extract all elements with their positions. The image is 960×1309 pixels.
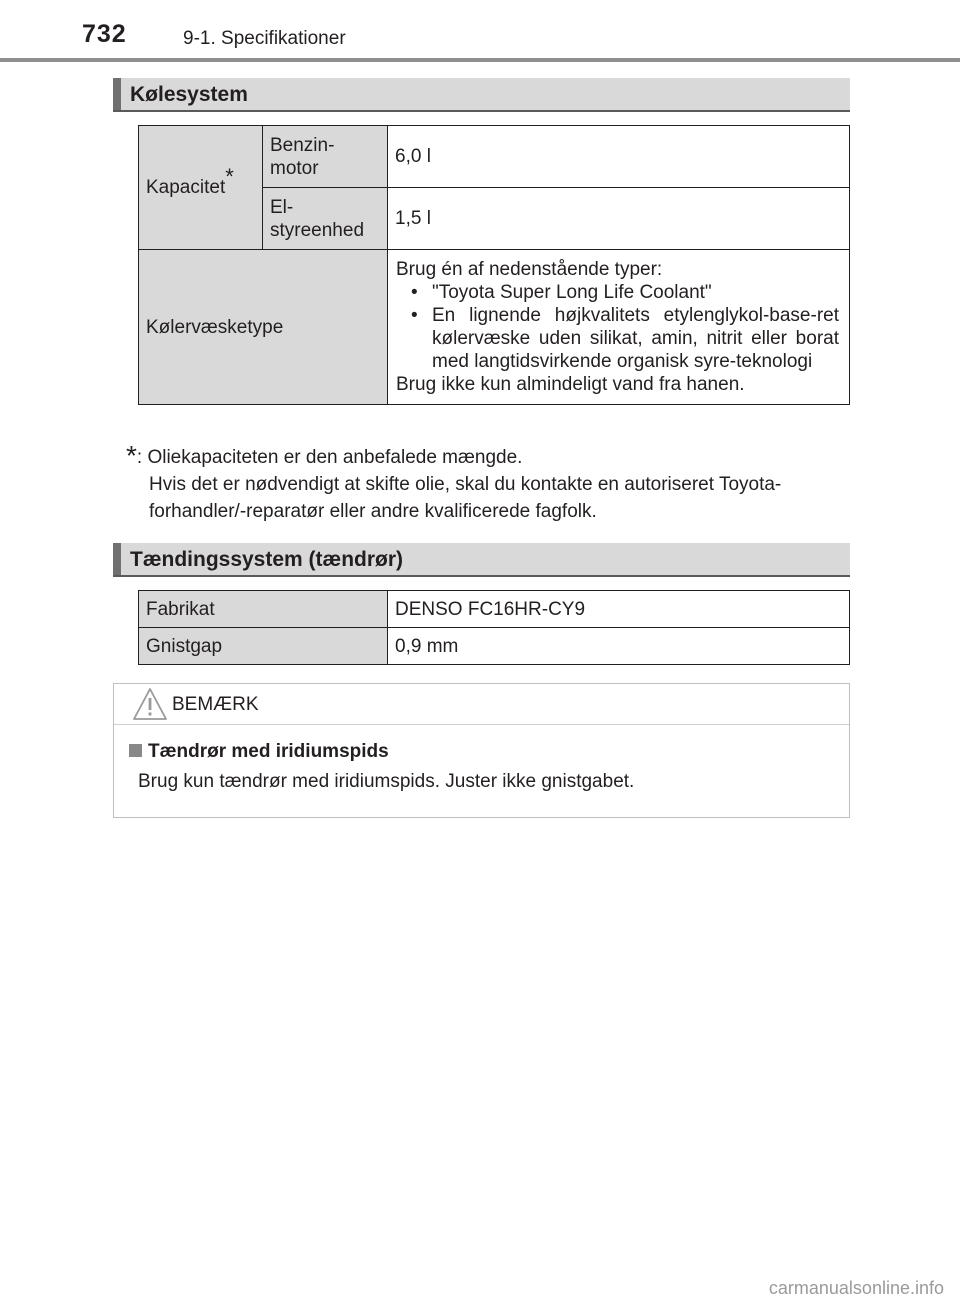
ignition-section-title	[113, 543, 850, 577]
notice-item-title-text: Tændrør med iridiumspids	[148, 741, 389, 762]
cooling-section-title	[113, 78, 850, 112]
control-unit-label: El- styreenhed	[263, 188, 388, 250]
notice-item-title	[129, 741, 389, 763]
gap-value: 0,9 mm	[388, 628, 850, 665]
footnote-line2: Hvis det er nødvendigt at skifte olie, skal du kontakte en autoriseret Toyota-forhandler/-reparatør eller andre kvalificerede fagfolk.	[149, 474, 782, 522]
footnote-line1: : Oliekapaciteten er den anbefalede mængde.	[136, 447, 523, 468]
ignition-spec-table	[138, 590, 850, 665]
table-row	[139, 628, 850, 665]
notice-header	[114, 684, 849, 725]
list-item: • En lignende højkvalitets etylenglykol-base-ret kølervæske uden silikat, amin, nitrit eller borat med langtidsvirkende organisk syre-teknologi	[411, 304, 839, 373]
page-header	[0, 0, 960, 62]
control-unit-capacity-value: 1,5 l	[388, 188, 850, 250]
section-reference: 9-1. Specifikationer	[183, 28, 346, 49]
warning-triangle-icon	[132, 687, 168, 721]
cooling-title-text: Kølesystem	[130, 83, 248, 106]
watermark: carmanualsonline.info	[768, 1278, 944, 1298]
notice-label: BEMÆRK	[172, 694, 259, 715]
coolant-intro: Brug én af nedenstående typer:	[396, 259, 663, 280]
table-row	[139, 591, 850, 628]
table-row	[139, 126, 850, 188]
gap-label: Gnistgap	[139, 628, 388, 665]
capacity-footnote-mark: *	[225, 163, 234, 189]
footnote-mark: *	[126, 440, 137, 471]
make-label: Fabrikat	[139, 591, 388, 628]
notice-item-text: Brug kun tændrør med iridiumspids. Juster ikke gnistgabet.	[138, 771, 635, 792]
notice-box	[113, 683, 850, 818]
capacity-label-cell	[139, 126, 263, 250]
page-number: 732	[82, 20, 127, 48]
coolant-options-list	[396, 281, 839, 373]
capacity-label: Kapacitet	[146, 177, 226, 198]
coolant-warning: Brug ikke kun almindeligt vand fra hanen.	[396, 374, 745, 395]
coolant-type-label: Kølervæsketype	[139, 250, 388, 405]
cooling-spec-table	[138, 125, 850, 405]
coolant-type-cell	[388, 250, 850, 405]
footnote	[126, 440, 846, 525]
table-row	[139, 250, 850, 405]
engine-capacity-value: 6,0 l	[388, 126, 850, 188]
ignition-title-text: Tændingssystem (tændrør)	[130, 548, 404, 571]
header-rule	[0, 58, 960, 62]
square-bullet-icon	[129, 744, 142, 757]
engine-label: Benzin- motor	[263, 126, 388, 188]
list-item: • "Toyota Super Long Life Coolant"	[411, 281, 839, 304]
make-value: DENSO FC16HR-CY9	[388, 591, 850, 628]
